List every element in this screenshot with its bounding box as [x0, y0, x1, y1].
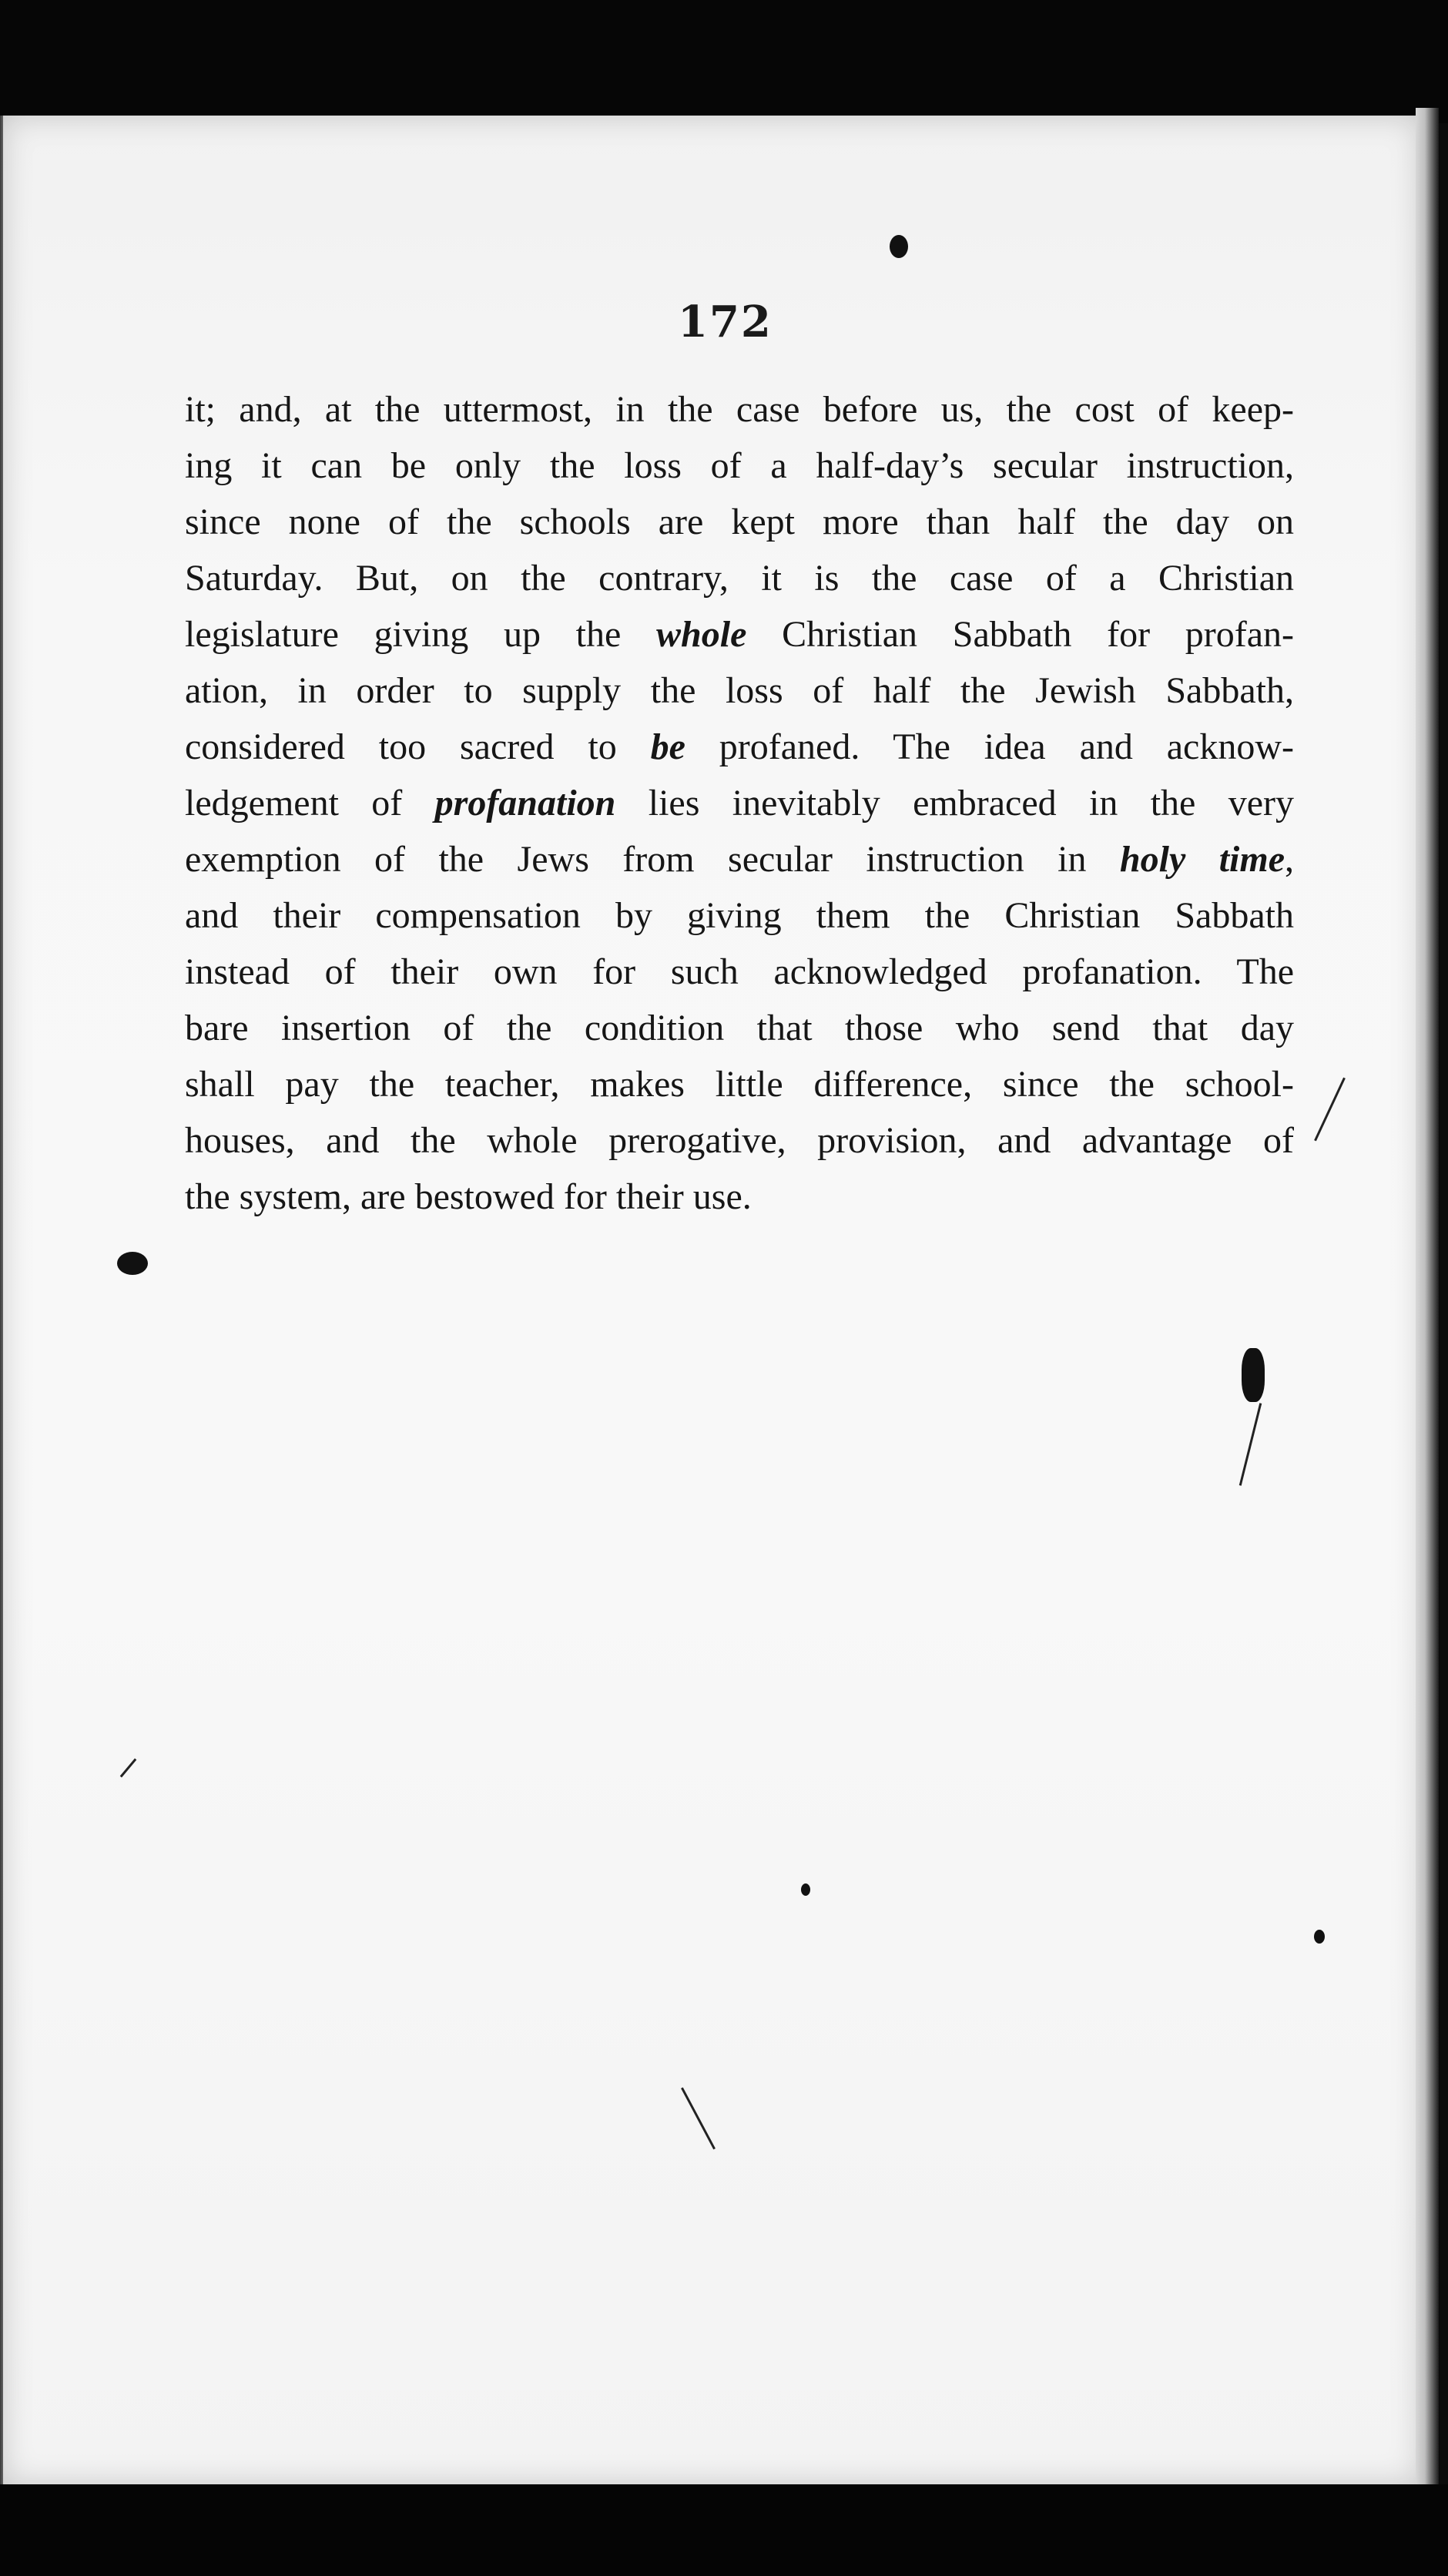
scan-top-border	[0, 0, 1448, 123]
text-run: houses, and the whole prerogative, provision, and advantage of	[185, 1120, 1294, 1161]
text-line	[185, 831, 1294, 887]
ink-speck	[1314, 1930, 1325, 1944]
text-run: the system, are bestowed for their use.	[185, 1176, 752, 1217]
text-line	[185, 606, 1294, 662]
text-run: since none of the schools are kept more than half the day on	[185, 501, 1294, 542]
italic-text: be	[650, 726, 685, 767]
text-run: ledgement of	[185, 783, 435, 823]
text-run: Saturday. But, on the contrary, it is the case of a Christian	[185, 558, 1294, 599]
text-line	[185, 662, 1294, 719]
italic-text: whole	[656, 614, 747, 655]
text-line	[185, 550, 1294, 606]
text-line	[185, 1169, 1294, 1225]
text-run: exemption of the Jews from secular instruction in	[185, 839, 1120, 880]
ink-speck	[890, 235, 908, 258]
text-run: shall pay the teacher, makes little difference, since the school-	[185, 1064, 1294, 1105]
text-run: ing it can be only the loss of a half-day’s secular instruction,	[185, 445, 1294, 486]
italic-text: profanation	[434, 783, 616, 823]
ink-speck	[1242, 1348, 1265, 1402]
text-line	[185, 944, 1294, 1000]
text-line	[185, 1112, 1294, 1169]
scan-bottom-border	[0, 2484, 1448, 2576]
text-run: ,	[1285, 839, 1295, 880]
text-run: considered too sacred to	[185, 726, 651, 767]
text-line	[185, 381, 1294, 438]
text-run: legislature giving up the	[185, 614, 657, 655]
ink-speck	[117, 1252, 148, 1275]
body-paragraph	[185, 381, 1294, 1225]
text-line	[185, 1000, 1294, 1056]
text-line	[185, 494, 1294, 550]
text-run: ation, in order to supply the loss of half the Jewish Sabbath,	[185, 670, 1294, 711]
page-right-edge	[1416, 108, 1439, 2496]
text-run: bare insertion of the condition that those who send that day	[185, 1008, 1294, 1048]
ink-speck	[801, 1883, 810, 1896]
text-run: and their compensation by giving them the Christian Sabbath	[185, 895, 1294, 936]
text-run: instead of their own for such acknowledged profanation. The	[185, 951, 1294, 992]
text-line	[185, 887, 1294, 944]
text-run: Christian Sabbath for profan-	[746, 614, 1295, 655]
italic-text: holy time	[1119, 839, 1285, 880]
text-line	[185, 719, 1294, 775]
text-line	[185, 438, 1294, 494]
text-run: lies inevitably embraced in the very	[615, 783, 1294, 823]
text-line	[185, 775, 1294, 831]
page-number: 172	[678, 297, 773, 347]
text-run: profaned. The idea and acknow-	[685, 726, 1294, 767]
text-line	[185, 1056, 1294, 1112]
text-run: it; and, at the uttermost, in the case before us, the cost of keep-	[185, 389, 1294, 430]
